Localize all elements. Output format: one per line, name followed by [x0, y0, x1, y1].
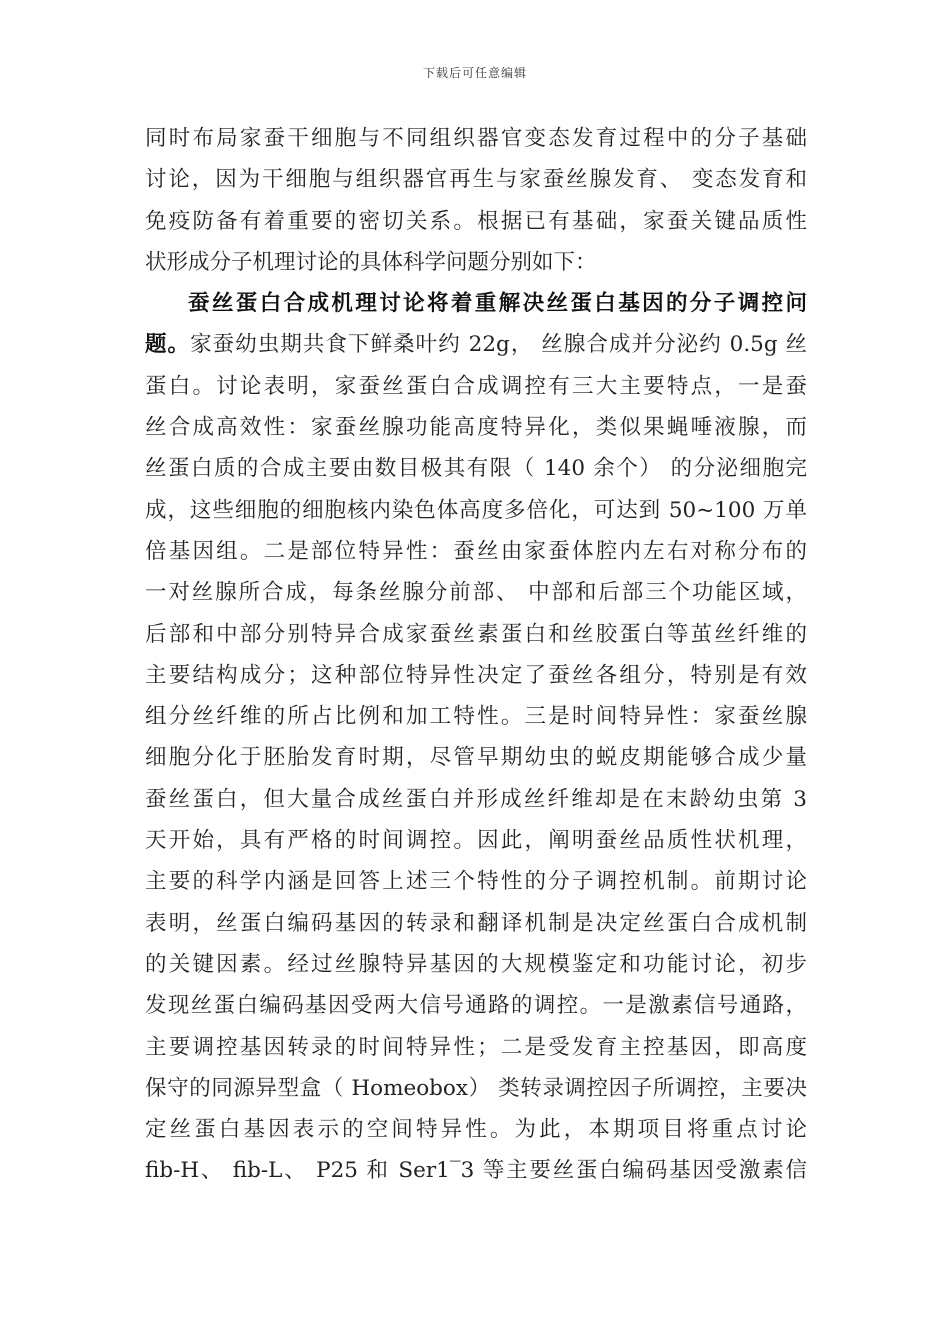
text-line: 倍基因组。二是部位特异性：蚕丝由家蚕体腔内左右对称分布的 [145, 538, 807, 564]
text-line: 天开始，具有严格的时间调控。因此，阐明蚕丝品质性状机理， [145, 828, 807, 854]
paragraph-2 [145, 283, 807, 1233]
text-line: 主要结构成分；这种部位特异性决定了蚕丝各组分，特别是有效 [145, 662, 807, 688]
text-line: 保守的同源异型盒（ Homeobox） 类转录调控因子所调控，主要决 [145, 1075, 807, 1101]
text-line [145, 324, 807, 365]
text-line: 主要的科学内涵是回答上述三个特性的分子调控机制。前期讨论 [145, 869, 807, 895]
text-line: 同时布局家蚕干细胞与不同组织器官变态发育过程中的分子基础 [145, 126, 807, 151]
text-line: 蚕丝蛋白，但大量合成丝蛋白并形成丝纤维却是在末龄幼虫第 3 [145, 786, 807, 812]
bold-heading-end: 题。 [145, 332, 191, 358]
text-line: 一对丝腺所合成，每条丝腺分前部、 中部和后部三个功能区域， [145, 580, 807, 606]
document-body [145, 118, 807, 1233]
text-line: 成，这些细胞的细胞核内染色体高度多倍化，可达到 50~100 万单 [145, 497, 807, 523]
text-line: 讨论，因为干细胞与组织器官再生与家蚕丝腺发育、 变态发育和 [145, 167, 807, 193]
text-line-rest: 家蚕幼虫期共食下鲜桑叶约 22g， 丝腺合成并分泌约 0.5g 丝 [190, 332, 807, 358]
page-header: 下载后可任意编辑 [422, 66, 527, 80]
text-line: 细胞分化于胚胎发育时期，尽管早期幼虫的蜕皮期能够合成少量 [145, 745, 807, 771]
text-line: 发现丝蛋白编码基因受两大信号通路的调控。一是激素信号通路， [145, 993, 807, 1019]
text-line: 组分丝纤维的所占比例和加工特性。三是时间特异性：家蚕丝腺 [145, 704, 807, 730]
text-line [145, 1192, 807, 1233]
bold-heading-line: 蚕丝蛋白合成机理讨论将着重解决丝蛋白基因的分子调控问 [188, 291, 807, 317]
text-line: 丝合成高效性：家蚕丝腺功能高度特异化，类似果蝇唾液腺，而 [145, 415, 807, 441]
text-line: 定丝蛋白基因表示的空间特异性。为此，本期项目将重点讨论 [145, 1117, 807, 1143]
text-line: fib-H、 fib-L、 P25 和 Ser1‾3 等主要丝蛋白编码基因受激素信 [145, 1158, 807, 1184]
text-line: 的关键因素。经过丝腺特异基因的大规模鉴定和功能讨论，初步 [145, 951, 807, 977]
text-line: 主要调控基因转录的时间特异性；二是受发育主控基因，即高度 [145, 1034, 807, 1060]
text-line: 状形成分子机理讨论的具体科学问题分别如下： [145, 249, 597, 275]
text-line: 后部和中部分别特异合成家蚕丝素蛋白和丝胶蛋白等茧丝纤维的 [145, 621, 807, 647]
paragraph-1 [145, 118, 807, 283]
text-line: 表明，丝蛋白编码基因的转录和翻译机制是决定丝蛋白合成机制 [145, 910, 807, 936]
text-line: 免疫防备有着重要的密切关系。根据已有基础，家蚕关键品质性 [145, 208, 807, 234]
text-line: 丝蛋白质的合成主要由数目极其有限（ 140 余个） 的分泌细胞完 [145, 456, 807, 482]
text-line: 蛋白。讨论表明，家蚕丝蛋白合成调控有三大主要特点，一是蚕 [145, 373, 807, 399]
